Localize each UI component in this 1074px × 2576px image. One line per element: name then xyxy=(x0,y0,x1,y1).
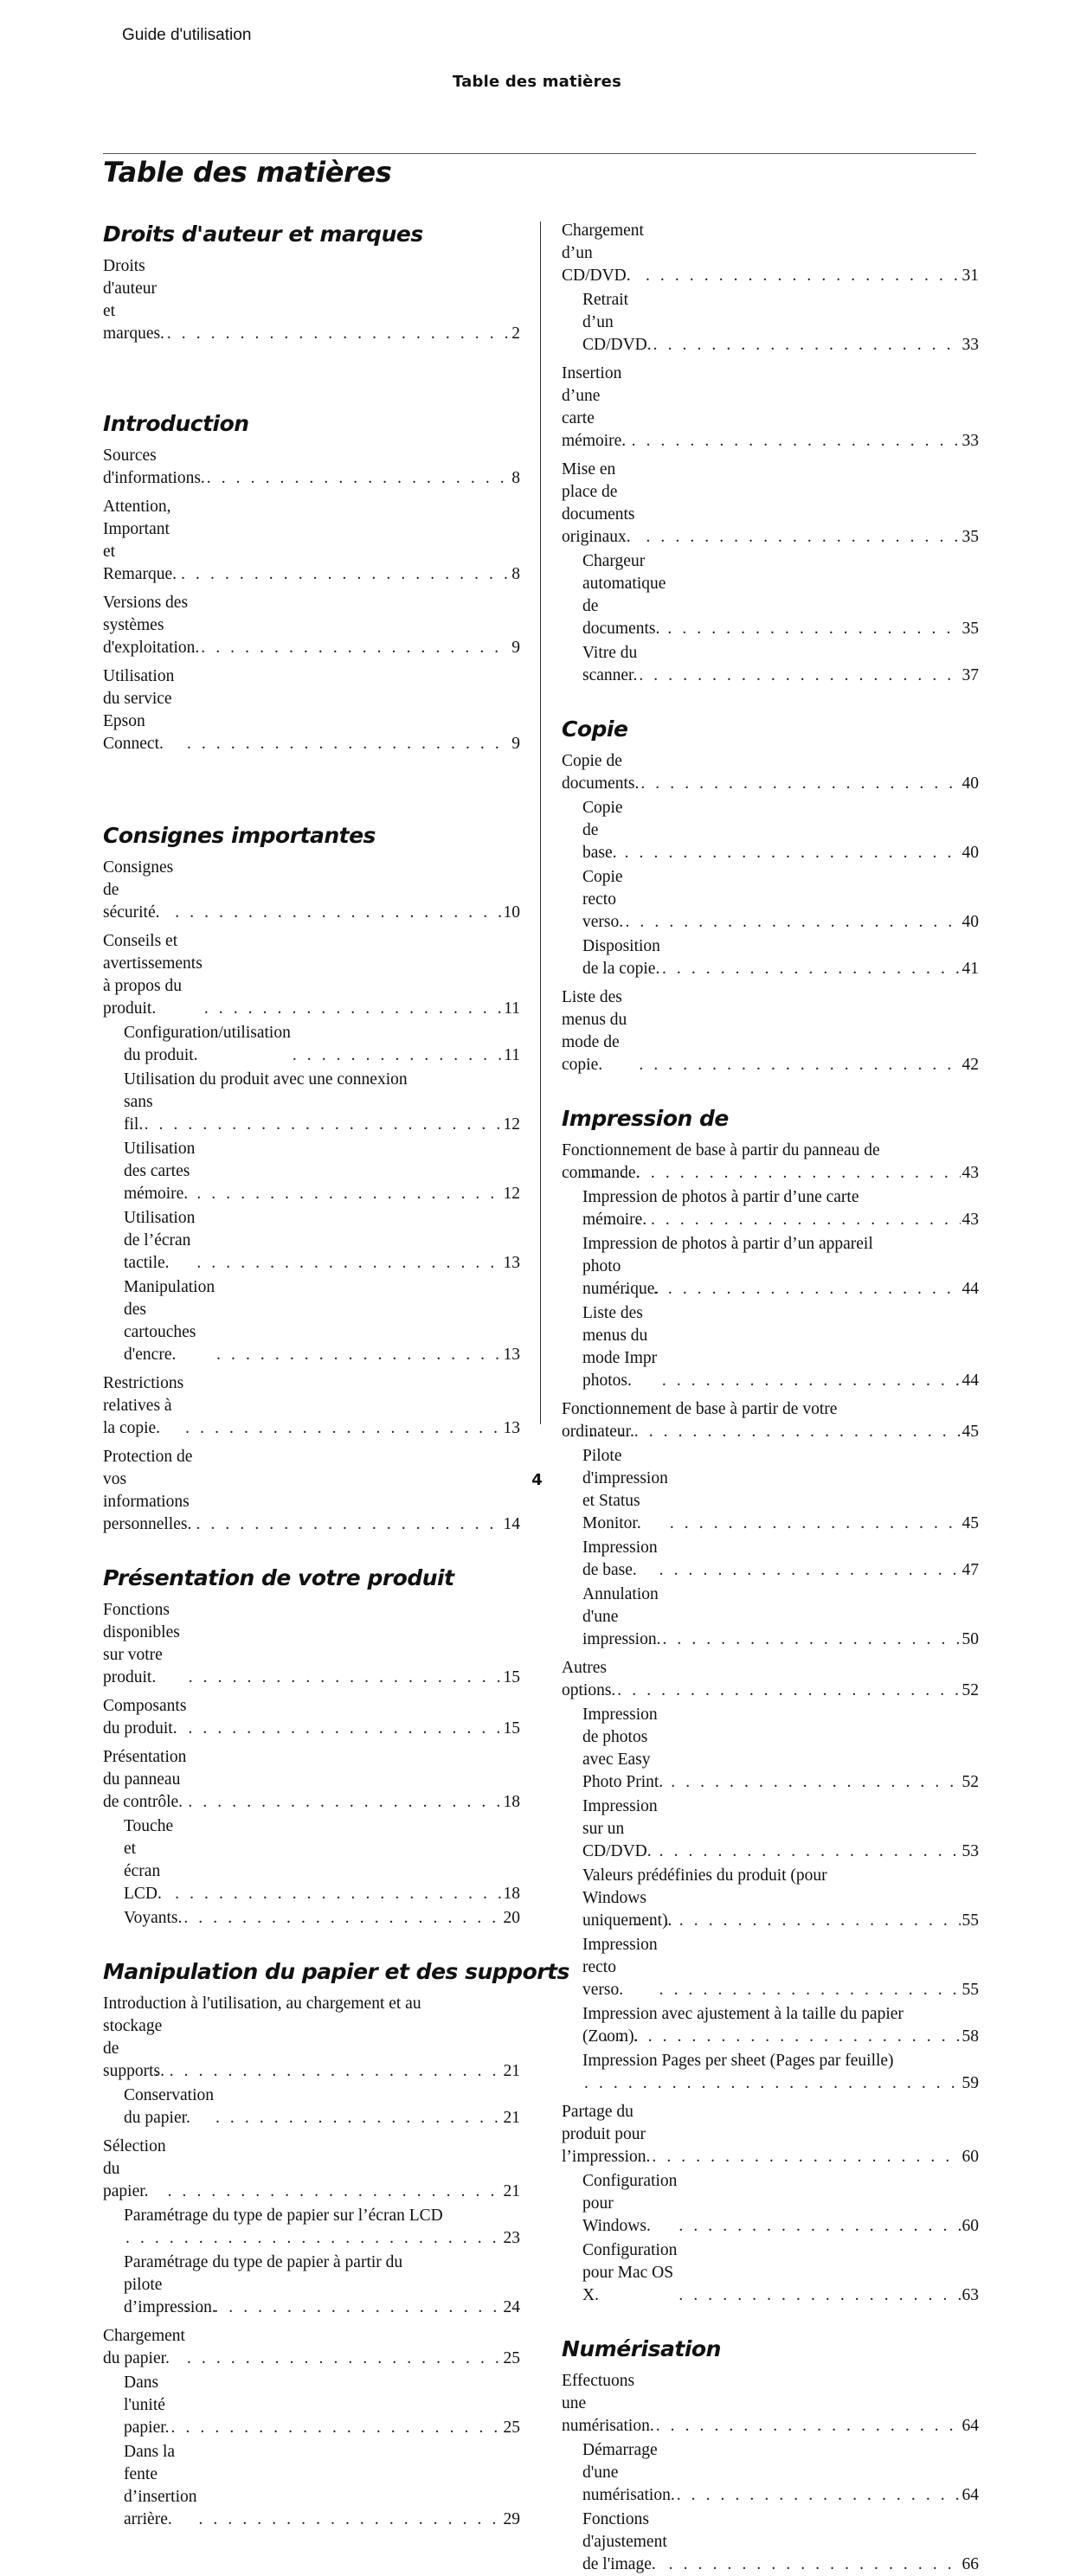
toc-entry-first-line: Utilisation du produit avec une connexion xyxy=(124,1070,408,1089)
toc-entry[interactable] xyxy=(562,1795,979,1863)
dot-leader xyxy=(607,1209,960,1231)
toc-entry-text: Dans l'unité papier. xyxy=(124,2374,170,2437)
toc-entry[interactable] xyxy=(103,1138,520,1205)
toc-entry-page: 15 xyxy=(503,1668,520,1686)
toc-entry-page: 47 xyxy=(961,1561,979,1579)
toc-entry-page: 21 xyxy=(503,2062,520,2080)
dot-leader xyxy=(659,1840,961,1863)
toc-entry-page: 43 xyxy=(961,1211,979,1229)
toc-entry-text: Configuration pour Mac OS X. xyxy=(582,2241,678,2304)
dot-leader xyxy=(155,2060,502,2083)
toc-entry-text: Composants du produit. xyxy=(103,1697,187,1738)
dot-leader xyxy=(196,1513,502,1536)
dot-leader xyxy=(188,1791,501,1814)
toc-entry-page: 40 xyxy=(961,774,979,793)
dot-leader xyxy=(639,1054,960,1076)
toc-entry-text: Attention, Important et Remarque. xyxy=(103,498,177,583)
toc-entry-text: Sélection du papier. xyxy=(103,2137,166,2200)
toc-entry[interactable] xyxy=(562,1704,979,1794)
toc-entry[interactable] xyxy=(562,1934,979,2001)
toc-entry[interactable] xyxy=(103,1599,520,1689)
toc-entry-page: 13 xyxy=(503,1419,520,1437)
toc-entry[interactable] xyxy=(103,1207,520,1275)
toc-section xyxy=(103,821,520,1536)
dot-leader xyxy=(207,467,510,490)
toc-entry-text: Droits d'auteur et marques. xyxy=(103,257,164,343)
toc-entry[interactable] xyxy=(562,2509,979,2576)
toc-entry-page: 24 xyxy=(503,2298,520,2316)
toc-entry-text: Windows uniquement). xyxy=(582,1889,672,1930)
dot-leader xyxy=(653,334,961,357)
toc-entry[interactable] xyxy=(562,289,979,357)
toc-entry-page: 42 xyxy=(961,1056,979,1074)
toc-entry[interactable] xyxy=(562,2170,979,2238)
toc-entry-page: 43 xyxy=(961,1164,979,1182)
toc-entry-page: 52 xyxy=(961,1773,979,1791)
toc-entry-text: Conservation du papier. xyxy=(124,2086,214,2127)
dot-leader xyxy=(125,2227,502,2250)
toc-entry[interactable] xyxy=(103,1746,520,1814)
dot-leader xyxy=(669,2554,961,2576)
toc-entry-text: Configuration pour Windows. xyxy=(582,2172,678,2235)
toc-entry[interactable] xyxy=(562,2050,979,2095)
toc-entry-page: 53 xyxy=(961,1842,979,1860)
toc-section xyxy=(562,220,979,687)
dot-leader xyxy=(170,2297,501,2319)
toc-entry-text: Impression sur un CD/DVD. xyxy=(582,1797,658,1860)
toc-entry-text: Fonctions disponibles sur votre produit. xyxy=(103,1601,180,1686)
toc-entry[interactable] xyxy=(562,642,979,687)
dot-leader xyxy=(662,1628,960,1651)
section-heading: Numérisation xyxy=(562,2336,721,2361)
toc-section xyxy=(562,715,979,1076)
dot-leader xyxy=(624,1278,960,1301)
toc-entry-page: 11 xyxy=(504,1046,520,1064)
toc-entry-page: 12 xyxy=(503,1185,520,1203)
dot-leader xyxy=(592,1162,960,1185)
toc-entry-text: Impression recto verso. xyxy=(582,1936,658,1999)
toc-entry-page: 9 xyxy=(511,735,520,753)
toc-entry[interactable] xyxy=(103,2252,520,2319)
toc-entry[interactable] xyxy=(562,1398,979,1443)
dot-leader xyxy=(167,323,510,345)
toc-entry-page: 41 xyxy=(961,960,979,978)
toc-entry-page: 15 xyxy=(503,1719,520,1738)
toc-entry-text: Dans la fente d’insertion arrière. xyxy=(124,2443,197,2528)
toc-entry-page: 31 xyxy=(961,267,979,285)
section-heading: Droits d'auteur et marques xyxy=(103,222,423,247)
dot-leader xyxy=(175,1883,501,1905)
toc-entry-page: 18 xyxy=(503,1793,520,1811)
toc-entry[interactable] xyxy=(103,1695,520,1740)
dot-leader xyxy=(183,1907,501,1930)
dot-leader xyxy=(185,1417,501,1440)
toc-entry-page: 13 xyxy=(503,1254,520,1272)
dot-leader xyxy=(659,1559,961,1582)
dot-leader xyxy=(187,2348,502,2370)
toc-left-column xyxy=(103,220,569,2531)
toc-entry[interactable] xyxy=(103,592,520,659)
dot-leader xyxy=(188,1718,501,1740)
toc-entry-page: 12 xyxy=(503,1115,520,1134)
page-title: Table des matières xyxy=(103,156,392,189)
section-heading: Manipulation du papier et des supports xyxy=(103,1959,569,1984)
toc-entry-text: Conseils et avertissements à propos du produit. xyxy=(103,932,203,1018)
toc-entry-page: 13 xyxy=(503,1346,520,1364)
toc-entry[interactable] xyxy=(562,1445,979,1535)
toc-entry-text: (Zoom). xyxy=(582,2027,639,2046)
toc-entry-page: 60 xyxy=(961,2148,979,2166)
toc-entry-text: Restrictions relatives à la copie. xyxy=(103,1374,184,1437)
toc-entry-first-line: Impression Pages per sheet (Pages par feuille) xyxy=(582,2052,894,2070)
toc-entry[interactable] xyxy=(562,220,979,287)
toc-entry[interactable] xyxy=(103,2325,520,2370)
toc-entry-page: 66 xyxy=(961,2555,979,2573)
dot-leader xyxy=(175,902,501,924)
toc-entry-text: Utilisation des cartes mémoire. xyxy=(124,1140,196,1203)
toc-entry-text: Consignes de sécurité. xyxy=(103,858,174,922)
section-heading: Impression de xyxy=(562,1106,729,1131)
toc-entry-page: 40 xyxy=(961,844,979,862)
toc-entry[interactable] xyxy=(562,2101,979,2168)
dot-leader xyxy=(189,1667,502,1689)
toc-entry[interactable] xyxy=(103,496,520,586)
dot-leader xyxy=(639,665,960,687)
dot-leader xyxy=(617,1680,960,1702)
toc-section xyxy=(562,2335,979,2576)
toc-entry-text: Fonctions d'ajustement de l'image. xyxy=(582,2510,667,2573)
dot-leader xyxy=(171,2417,502,2439)
toc-entry-text: Touche et écran LCD. xyxy=(124,1817,174,1903)
toc-entry-page: 33 xyxy=(961,432,979,450)
toc-entry-page: 35 xyxy=(961,528,979,546)
toc-entry-text: Protection de vos informations personnelles. xyxy=(103,1448,193,1533)
toc-entry-page: 64 xyxy=(961,2486,979,2504)
toc-entry[interactable] xyxy=(562,935,979,980)
toc-entry-text: Insertion d’une carte mémoire. xyxy=(562,364,627,450)
toc-entry[interactable] xyxy=(103,2372,520,2439)
toc-entry-page: 40 xyxy=(961,913,979,931)
toc-entry-text: stockage de supports. xyxy=(103,2017,164,2080)
toc-entry[interactable] xyxy=(103,1815,520,1905)
dot-leader xyxy=(667,618,960,640)
toc-entry-text: Copie de base. xyxy=(582,799,623,862)
toc-entry[interactable] xyxy=(562,1537,979,1582)
dot-leader xyxy=(590,1421,961,1443)
toc-entry[interactable] xyxy=(562,2239,979,2307)
toc-entry[interactable] xyxy=(103,2205,520,2250)
dot-leader xyxy=(635,1910,961,1932)
toc-entry-page: 9 xyxy=(511,639,520,657)
toc-entry[interactable] xyxy=(103,1022,520,1067)
toc-entry-page: 50 xyxy=(961,1630,979,1648)
dot-leader xyxy=(168,2181,502,2203)
toc-entry-text: Partage du produit pour l’impression. xyxy=(562,2103,651,2166)
toc-entry[interactable] xyxy=(562,1584,979,1651)
dot-leader xyxy=(625,842,961,864)
running-title: Table des matières xyxy=(453,73,621,91)
dot-leader xyxy=(198,2509,501,2531)
dot-leader xyxy=(652,2146,960,2168)
dot-leader xyxy=(646,265,961,287)
toc-entry-text: Versions des systèmes d'exploitation. xyxy=(103,594,200,657)
toc-entry[interactable] xyxy=(562,1302,979,1392)
dot-leader xyxy=(678,2215,960,2238)
column-divider xyxy=(540,222,541,1424)
toc-entry-text: Impression de base. xyxy=(582,1539,658,1579)
toc-entry-first-line: Fonctionnement de base à partir de votre xyxy=(562,1400,838,1418)
toc-entry[interactable] xyxy=(562,2003,979,2048)
dot-leader xyxy=(604,2026,961,2048)
toc-entry-page: 8 xyxy=(511,469,520,487)
toc-entry-page: 44 xyxy=(961,1280,979,1298)
toc-section xyxy=(103,1564,520,1930)
toc-entry-text: Vitre du scanner. xyxy=(582,644,638,684)
toc-entry-text: Pilote d'impression et Status Monitor. xyxy=(582,1447,668,1532)
toc-entry[interactable] xyxy=(562,750,979,795)
toc-entry-page: 45 xyxy=(961,1514,979,1532)
toc-entry[interactable] xyxy=(562,866,979,934)
toc-entry-page: 23 xyxy=(503,2229,520,2247)
toc-entry-page: 63 xyxy=(961,2286,979,2304)
toc-entry-page: 8 xyxy=(511,565,520,583)
toc-entry-text: Voyants. xyxy=(124,1909,183,1927)
toc-entry-first-line: Impression avec ajustement à la taille du papier xyxy=(582,2005,904,2023)
toc-entry-text: Manipulation des cartouches d'encre. xyxy=(124,1278,215,1364)
toc-entry-page: 45 xyxy=(961,1423,979,1441)
toc-entry[interactable] xyxy=(562,986,979,1076)
dot-leader xyxy=(662,958,961,980)
toc-entry-text: Annulation d'une impression. xyxy=(582,1585,661,1648)
toc-entry-page: 29 xyxy=(503,2510,520,2528)
toc-entry-page: 52 xyxy=(961,1681,979,1699)
dot-leader xyxy=(678,2284,960,2307)
toc-entry[interactable] xyxy=(103,2136,520,2203)
section-heading: Introduction xyxy=(103,411,249,436)
dot-leader xyxy=(640,773,960,795)
dot-leader xyxy=(662,1370,961,1392)
toc-entry-text: Impression de photos avec Easy Photo Print. xyxy=(582,1706,664,1791)
guide-label: Guide d'utilisation xyxy=(122,26,252,44)
dot-leader xyxy=(670,1513,961,1535)
toc-entry-page: 55 xyxy=(961,1911,979,1930)
toc-section xyxy=(103,220,520,345)
toc-entry-page: 11 xyxy=(504,999,520,1018)
toc-entry-page: 59 xyxy=(961,2074,979,2092)
toc-entry[interactable] xyxy=(103,1276,520,1366)
toc-right-column xyxy=(562,220,979,2576)
dot-leader xyxy=(659,1979,961,2001)
toc-entry-page: 18 xyxy=(503,1885,520,1903)
toc-entry-text: pilote d’impression. xyxy=(124,2276,216,2316)
toc-entry[interactable] xyxy=(103,1372,520,1440)
dot-leader xyxy=(584,2072,961,2095)
toc-entry[interactable] xyxy=(562,459,979,549)
toc-entry[interactable] xyxy=(562,1865,979,1932)
dot-leader xyxy=(671,1771,960,1794)
dot-leader xyxy=(677,2484,961,2507)
toc-entry[interactable] xyxy=(562,2370,979,2438)
toc-entry-text: Sources d'informations. xyxy=(103,446,205,487)
toc-entry-page: 2 xyxy=(511,324,520,343)
dot-leader xyxy=(181,563,510,586)
toc-entry-page: 25 xyxy=(503,2419,520,2437)
toc-entry-text: Démarrage d'une numérisation. xyxy=(582,2441,675,2504)
toc-entry-page: 60 xyxy=(961,2217,979,2235)
toc-entry-text: Utilisation de l’écran tactile. xyxy=(124,1209,196,1272)
toc-entry-first-line: Fonctionnement de base à partir du panneau de xyxy=(562,1141,880,1160)
toc-section xyxy=(103,1957,569,2531)
toc-section xyxy=(103,409,520,755)
toc-entry[interactable] xyxy=(103,2441,520,2531)
toc-entry[interactable] xyxy=(562,2439,979,2507)
dot-leader xyxy=(201,637,510,659)
toc-entry-page: 25 xyxy=(503,2349,520,2367)
dot-leader xyxy=(625,911,960,934)
toc-entry-first-line: Paramétrage du type de papier à partir du xyxy=(124,2253,403,2271)
toc-entry[interactable] xyxy=(562,797,979,864)
toc-entry[interactable] xyxy=(103,930,520,1020)
toc-entry[interactable] xyxy=(103,2085,520,2130)
toc-entry-page: 14 xyxy=(503,1515,520,1533)
toc-entry-page: 20 xyxy=(503,1909,520,1927)
section-heading: Copie xyxy=(562,716,628,742)
toc-entry-text: photo numérique. xyxy=(582,1257,659,1298)
dot-leader xyxy=(215,2107,502,2130)
toc-entry-first-line: Paramétrage du type de papier sur l’écran LCD xyxy=(124,2207,443,2225)
toc-entry[interactable] xyxy=(562,1140,979,1185)
toc-entry-text: Liste des menus du mode de copie. xyxy=(562,988,627,1074)
toc-entry-text: Mise en place de documents originaux. xyxy=(562,460,635,546)
toc-entry[interactable] xyxy=(103,1907,520,1930)
toc-entry-text: Chargement du papier. xyxy=(103,2327,185,2367)
toc-entry[interactable] xyxy=(562,1186,979,1231)
title-rule xyxy=(103,153,976,154)
toc-entry-text: Copie recto verso. xyxy=(582,868,624,931)
toc-entry[interactable] xyxy=(103,445,520,490)
toc-entry-page: 37 xyxy=(961,666,979,684)
toc-entry-first-line: Introduction à l'utilisation, au chargement et au xyxy=(103,1995,421,2013)
dot-leader xyxy=(187,733,510,755)
toc-entry-text: Effectuons une numérisation. xyxy=(562,2372,654,2435)
toc-entry[interactable] xyxy=(562,1233,979,1301)
toc-entry-text: Présentation du panneau de contrôle. xyxy=(103,1748,187,1811)
dot-leader xyxy=(204,998,502,1020)
toc-entry-text: commande. xyxy=(562,1164,640,1182)
dot-leader xyxy=(646,526,960,549)
toc-entry[interactable] xyxy=(103,1069,520,1136)
toc-entry-page: 21 xyxy=(503,2182,520,2200)
toc-entry[interactable] xyxy=(562,363,979,453)
dot-leader xyxy=(293,1044,502,1067)
toc-entry-page: 21 xyxy=(503,2109,520,2127)
toc-entry-first-line: Valeurs prédéfinies du produit (pour xyxy=(582,1866,827,1885)
dot-leader xyxy=(145,1114,502,1136)
toc-entry-page: 55 xyxy=(961,1981,979,1999)
toc-entry-first-line: Impression de photos à partir d’un appareil xyxy=(582,1235,873,1253)
dot-leader xyxy=(216,1344,501,1366)
toc-entry-page: 33 xyxy=(961,336,979,354)
toc-entry[interactable] xyxy=(103,857,520,924)
toc-entry[interactable] xyxy=(103,255,520,345)
dot-leader xyxy=(196,1183,501,1205)
page-number: 4 xyxy=(531,1471,543,1489)
toc-entry-text: ordinateur. xyxy=(562,1423,634,1441)
toc-entry-page: 58 xyxy=(961,2027,979,2046)
toc-entry[interactable] xyxy=(562,1657,979,1702)
dot-leader xyxy=(632,430,961,453)
toc-entry[interactable] xyxy=(562,550,979,640)
toc-entry-text: Configuration/utilisation du produit. xyxy=(124,1024,291,1064)
toc-entry-page: 64 xyxy=(961,2417,979,2435)
section-heading: Consignes importantes xyxy=(103,823,376,848)
toc-entry-text: Liste des menus du mode Impr photos. xyxy=(582,1304,658,1390)
toc-entry[interactable] xyxy=(103,1993,520,2083)
dot-leader xyxy=(196,1252,501,1275)
toc-entry-text: sans fil. xyxy=(124,1093,153,1134)
toc-entry-text: Retrait d’un CD/DVD. xyxy=(582,291,652,354)
toc-entry-text: Copie de documents. xyxy=(562,752,640,793)
toc-entry-first-line: Impression de photos à partir d’une carte xyxy=(582,1188,859,1206)
toc-entry-page: 10 xyxy=(503,903,520,922)
section-heading: Présentation de votre produit xyxy=(103,1565,454,1590)
toc-entry-text: Disposition de la copie. xyxy=(582,937,660,978)
toc-entry-text: Chargement d’un CD/DVD. xyxy=(562,222,644,285)
toc-entry-page: 35 xyxy=(961,620,979,638)
toc-entry-text: Autres options. xyxy=(562,1659,616,1699)
dot-leader xyxy=(656,2415,961,2438)
toc-entry-text: Utilisation du service Epson Connect. xyxy=(103,667,175,753)
toc-entry[interactable] xyxy=(103,665,520,755)
toc-section xyxy=(562,1104,979,2307)
toc-entry-text: mémoire. xyxy=(582,1211,647,1229)
toc-entry-text: Chargeur automatique de documents. xyxy=(582,552,666,638)
toc-entry-page: 44 xyxy=(961,1372,979,1390)
toc-entry[interactable] xyxy=(103,1446,520,1536)
